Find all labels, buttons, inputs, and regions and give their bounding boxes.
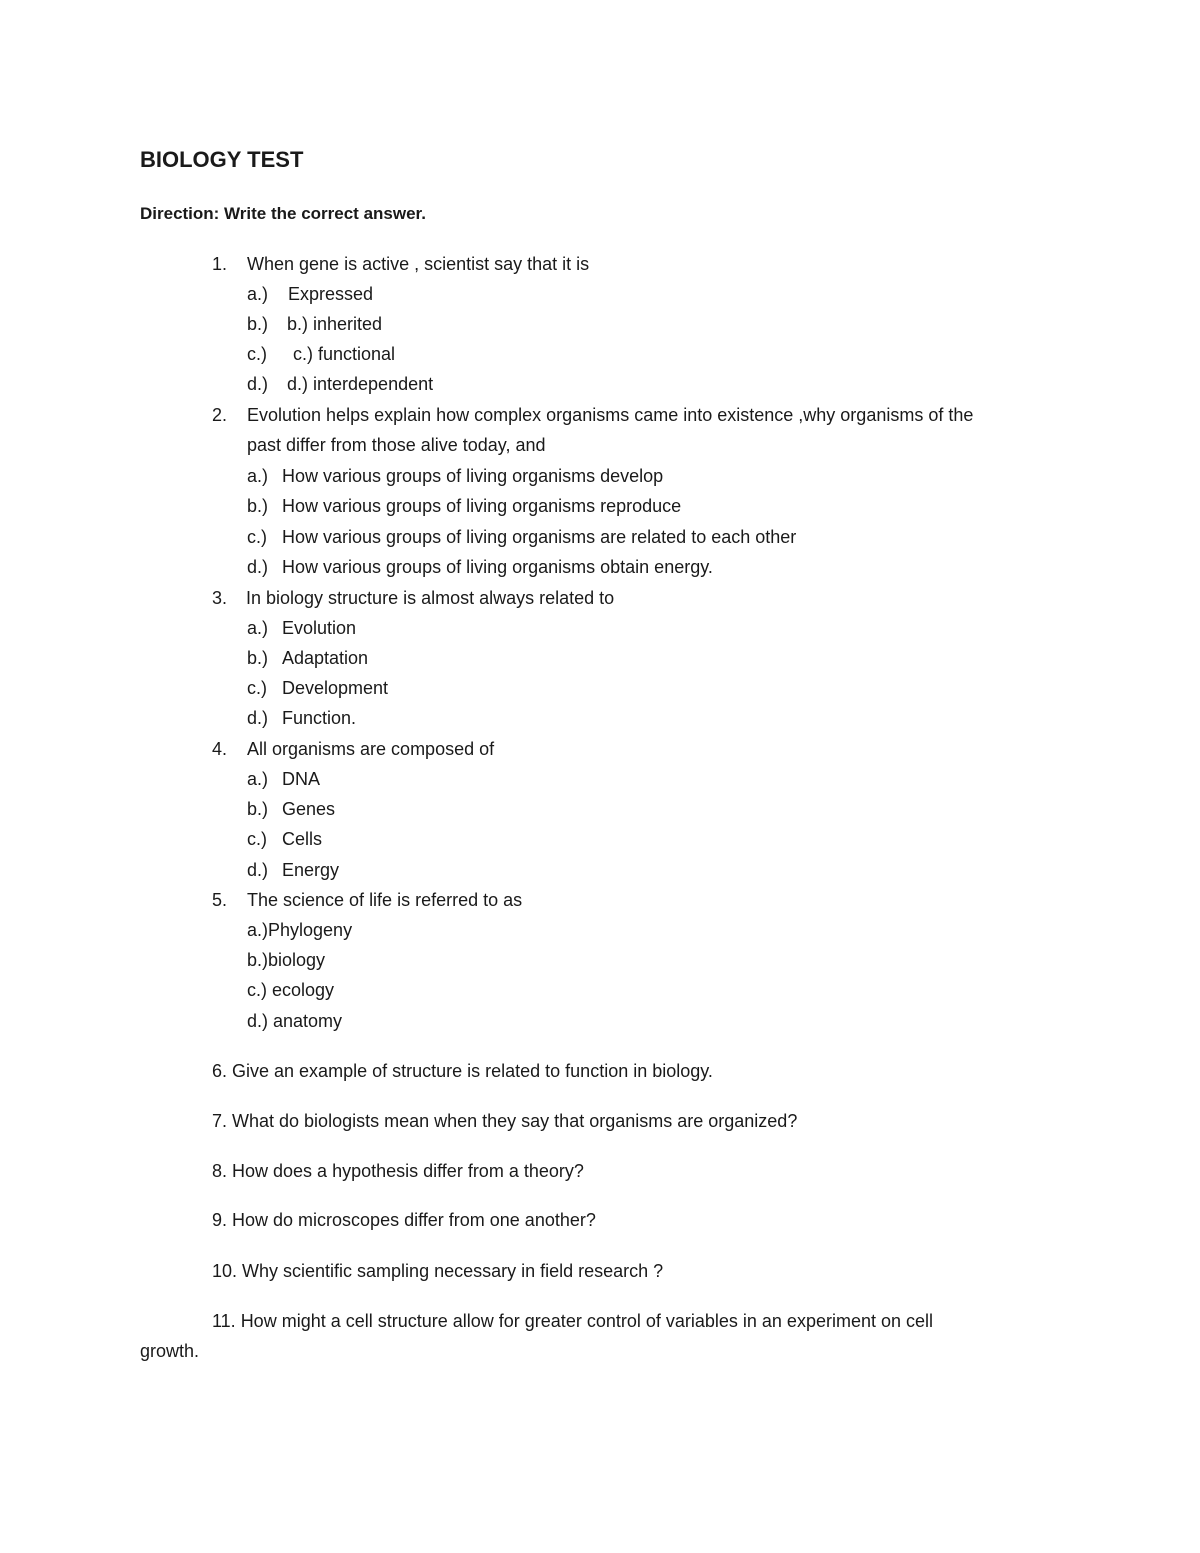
option-label: a.) (247, 769, 269, 789)
option-text: Cells (282, 829, 323, 849)
option-text: c.) ecology (247, 980, 335, 1000)
option-text: How various groups of living organisms reproduce (282, 496, 682, 516)
option-text: DNA (282, 769, 321, 789)
open-question: 8. How does a hypothesis differ from a theory? (212, 1161, 584, 1181)
option-text: Genes (282, 799, 336, 819)
option-label: d.) (247, 860, 269, 880)
question-number: 5. (212, 890, 228, 910)
option-text: Development (282, 678, 389, 698)
open-question-continued: growth. (140, 1341, 200, 1361)
option-text: d.) anatomy (247, 1011, 343, 1031)
open-question: 9. How do microscopes differ from one another? (212, 1210, 596, 1230)
option-label: d.) (247, 374, 269, 394)
option-label: b.) (247, 648, 269, 668)
option-text: Energy (282, 860, 340, 880)
option-text: Evolution (282, 618, 357, 638)
option-text: c.) functional (293, 344, 396, 364)
page-title: BIOLOGY TEST (140, 147, 304, 172)
option-text: b.) inherited (287, 314, 383, 334)
option-text: a.)Phylogeny (247, 920, 353, 940)
question-number: 2. (212, 405, 228, 425)
option-text: d.) interdependent (287, 374, 434, 394)
option-text: How various groups of living organisms obtain energy. (282, 557, 713, 577)
question-text-continued: past differ from those alive today, and (247, 435, 546, 455)
open-question: 6. Give an example of structure is related to function in biology. (212, 1061, 713, 1081)
option-label: a.) (247, 618, 269, 638)
option-text: Expressed (288, 284, 374, 304)
question-text: In biology structure is almost always related to (246, 588, 615, 608)
option-label: c.) (247, 829, 267, 849)
option-label: b.) (247, 314, 269, 334)
question-number: 1. (212, 254, 228, 274)
question-number: 4. (212, 739, 228, 759)
open-question: 11. How might a cell structure allow for greater control of variables in an experiment on cell (212, 1311, 934, 1331)
option-text: Adaptation (282, 648, 369, 668)
question-text: The science of life is referred to as (247, 890, 523, 910)
question-text: All organisms are composed of (247, 739, 495, 759)
option-text: How various groups of living organisms develop (282, 466, 664, 486)
question-text: When gene is active , scientist say that it is (247, 254, 590, 274)
option-text: Function. (282, 708, 357, 728)
question-text: Evolution helps explain how complex organisms came into existence ,why organisms of the (247, 405, 974, 425)
direction-text: Direction: Write the correct answer. (140, 204, 426, 223)
option-label: d.) (247, 557, 269, 577)
option-label: a.) (247, 284, 269, 304)
option-label: c.) (247, 678, 267, 698)
open-question: 7. What do biologists mean when they say that organisms are organized? (212, 1111, 798, 1131)
option-text: How various groups of living organisms are related to each other (282, 527, 797, 547)
open-question: 10. Why scientific sampling necessary in field research ? (212, 1261, 664, 1281)
option-label: c.) (247, 527, 267, 547)
option-label: a.) (247, 466, 269, 486)
option-label: c.) (247, 344, 267, 364)
option-label: b.) (247, 799, 269, 819)
option-text: b.)biology (247, 950, 326, 970)
question-number: 3. (212, 588, 228, 608)
option-label: d.) (247, 708, 269, 728)
option-label: b.) (247, 496, 269, 516)
